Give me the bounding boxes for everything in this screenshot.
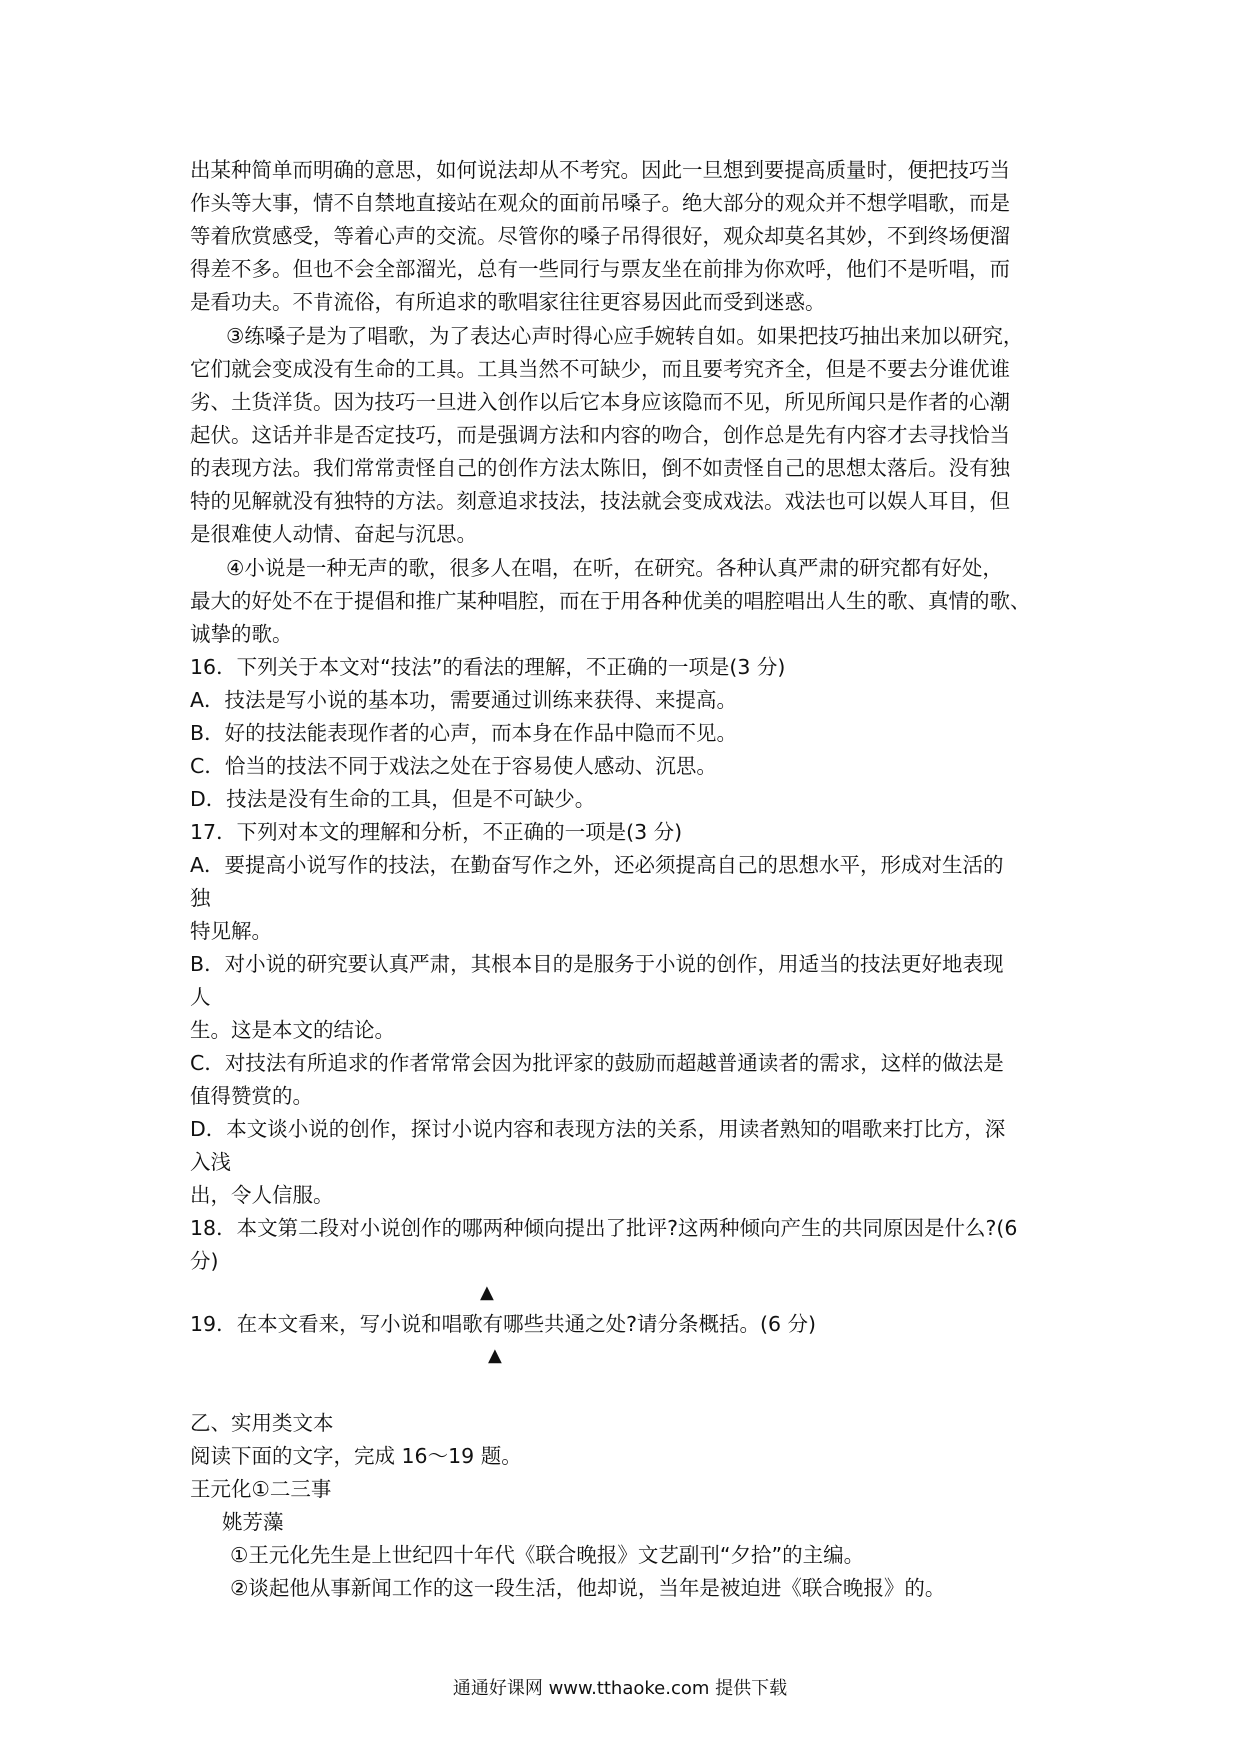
question-17-option-d-cont: 出，令人信服。 bbox=[190, 1183, 334, 1207]
question-16-option-c: C．恰当的技法不同于戏法之处在于容易使人感动、沉思。 bbox=[190, 754, 717, 778]
question-18-stem: 18．本文第二段对小说创作的哪两种倾向提出了批评?这两种倾向产生的共同原因是什么?(6 bbox=[190, 1216, 1018, 1240]
answer-marker-triangle-icon: ▲ bbox=[488, 1345, 502, 1366]
question-19-stem: 19．在本文看来，写小说和唱歌有哪些共通之处?请分条概括。(6 分) bbox=[190, 1312, 817, 1336]
question-17-stem: 17．下列对本文的理解和分析，不正确的一项是(3 分) bbox=[190, 820, 683, 844]
question-17-option-b: B．对小说的研究要认真严肃，其根本目的是服务于小说的创作，用适当的技法更好地表现 bbox=[190, 952, 1004, 976]
question-16-option-d: D．技法是没有生命的工具，但是不可缺少。 bbox=[190, 787, 596, 811]
question-17-option-c-cont: 值得赞赏的。 bbox=[190, 1084, 313, 1108]
question-17-option-a: A．要提高小说写作的技法，在勤奋写作之外，还必须提高自己的思想水平，形成对生活的 bbox=[190, 853, 1004, 877]
question-18-stem-cont: 分) bbox=[190, 1249, 219, 1273]
passage-line: 出某种简单而明确的意思，如何说法却从不考究。因此一旦想到要提高质量时，便把技巧当 bbox=[190, 158, 1010, 182]
passage-line: 起伏。这话并非是否定技巧，而是强调方法和内容的吻合，创作总是先有内容才去寻找恰当 bbox=[190, 423, 1010, 447]
article-paragraph: ①王元化先生是上世纪四十年代《联合晚报》文艺副刊“夕拾”的主编。 bbox=[230, 1543, 865, 1567]
question-16-option-b: B．好的技法能表现作者的心声，而本身在作品中隐而不见。 bbox=[190, 721, 738, 745]
answer-marker-triangle-icon: ▲ bbox=[480, 1282, 494, 1303]
article-title: 王元化①二三事 bbox=[190, 1477, 332, 1501]
article-author: 姚芳藻 bbox=[222, 1510, 284, 1534]
passage-line: 诚挚的歌。 bbox=[190, 622, 293, 646]
question-17-option-c: C．对技法有所追求的作者常常会因为批评家的鼓励而超越普通读者的需求，这样的做法是 bbox=[190, 1051, 1004, 1075]
question-17-option-b-cont: 生。这是本文的结论。 bbox=[190, 1018, 395, 1042]
question-17-option-b-cont: 人 bbox=[190, 985, 211, 1009]
passage-line: 得差不多。但也不会全部溜光，总有一些同行与票友坐在前排为你欢呼，他们不是听唱，而 bbox=[190, 257, 1010, 281]
section-instruction: 阅读下面的文字，完成 16～19 题。 bbox=[190, 1444, 522, 1468]
question-17-option-a-cont: 独 bbox=[190, 886, 211, 910]
passage-line: 的表现方法。我们常常责怪自己的创作方法太陈旧，倒不如责怪自己的思想太落后。没有独 bbox=[190, 456, 1010, 480]
article-paragraph: ②谈起他从事新闻工作的这一段生活，他却说，当年是被迫进《联合晚报》的。 bbox=[230, 1576, 946, 1600]
passage-line: 它们就会变成没有生命的工具。工具当然不可缺少，而且要考究齐全，但是不要去分谁优谁 bbox=[190, 357, 1010, 381]
question-17-option-d-cont: 入浅 bbox=[190, 1150, 231, 1174]
passage-line: 是看功夫。不肯流俗，有所追求的歌唱家往往更容易因此而受到迷惑。 bbox=[190, 290, 826, 314]
section-heading: 乙、实用类文本 bbox=[190, 1411, 334, 1435]
passage-line: 是很难使人动情、奋起与沉思。 bbox=[190, 522, 477, 546]
passage-line: 作头等大事，情不自禁地直接站在观众的面前吊嗓子。绝大部分的观众并不想学唱歌，而是 bbox=[190, 191, 1010, 215]
passage-line: 劣、土货洋货。因为技巧一旦进入创作以后它本身应该隐而不见，所见所闻只是作者的心潮 bbox=[190, 390, 1010, 414]
question-17-option-d: D．本文谈小说的创作，探讨小说内容和表现方法的关系，用读者熟知的唱歌来打比方，深 bbox=[190, 1117, 1006, 1141]
passage-line: ③练嗓子是为了唱歌，为了表达心声时得心应手婉转自如。如果把技巧抽出来加以研究， bbox=[226, 324, 1024, 348]
passage-line: 等着欣赏感受，等着心声的交流。尽管你的嗓子吊得很好，观众却莫名其妙，不到终场便溜 bbox=[190, 224, 1010, 248]
passage-line: ④小说是一种无声的歌，很多人在唱，在听，在研究。各种认真严肃的研究都有好处， bbox=[226, 556, 1003, 580]
passage-line: 特的见解就没有独特的方法。刻意追求技法，技法就会变成戏法。戏法也可以娱人耳目，但 bbox=[190, 489, 1010, 513]
question-16-option-a: A．技法是写小说的基本功，需要通过训练来获得、来提高。 bbox=[190, 688, 738, 712]
page-footer: 通通好课网 www.tthaoke.com 提供下载 bbox=[452, 1678, 788, 1699]
question-16-stem: 16．下列关于本文对“技法”的看法的理解，不正确的一项是(3 分) bbox=[190, 655, 786, 679]
question-17-option-a-cont: 特见解。 bbox=[190, 919, 272, 943]
passage-line: 最大的好处不在于提倡和推广某种唱腔，而在于用各种优美的唱腔唱出人生的歌、真情的歌、 bbox=[190, 589, 1031, 613]
